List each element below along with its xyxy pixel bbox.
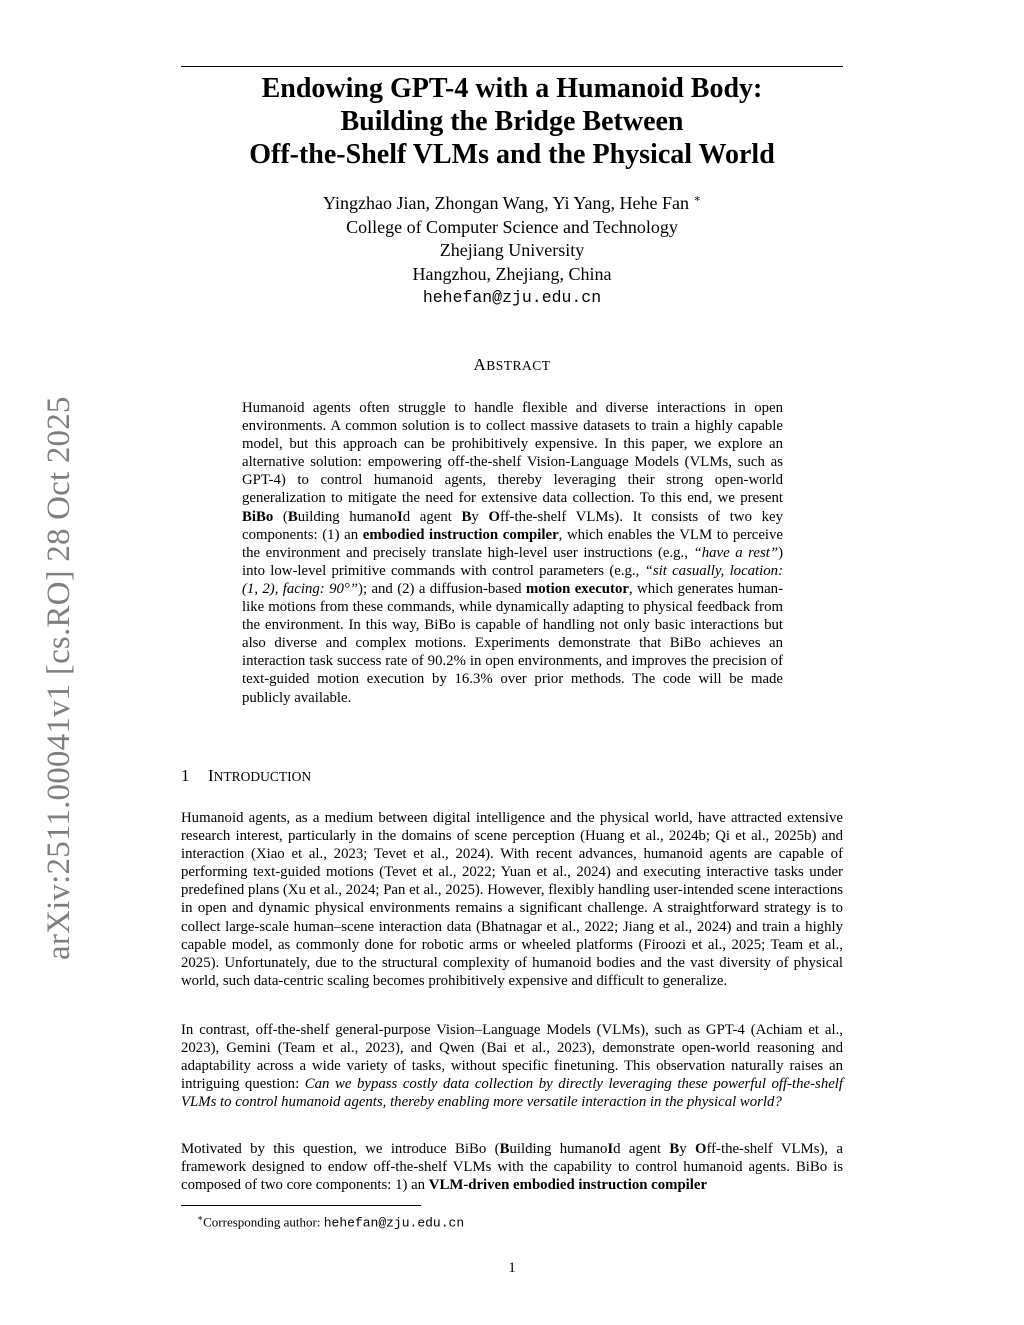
author-names: Yingzhao Jian, Zhongan Wang, Yi Yang, Hehe Fan <box>323 193 690 213</box>
author-mark: ∗ <box>693 193 701 205</box>
footnote-rule <box>181 1205 421 1206</box>
abstract-example-1: “have a rest” <box>693 544 779 561</box>
abstract-heading-rest: BSTRACT <box>486 358 551 373</box>
page-number: 1 <box>508 1260 516 1276</box>
abstract-executor-term: motion executor <box>525 580 629 597</box>
intro-paragraph-2 <box>181 1021 843 1111</box>
section-title-initial: I <box>208 766 214 785</box>
affiliation-college: College of Computer Science and Technology <box>346 216 678 237</box>
author-email: hehefan@zju.edu.cn <box>422 288 602 307</box>
paper-title <box>181 72 843 171</box>
title-line-1: Endowing GPT-4 with a Humanoid Body: <box>261 73 763 104</box>
acronym-o: O <box>488 508 500 525</box>
abstract-bibo: BiBo <box>242 508 274 525</box>
intro-p2-question: Can we bypass costly data collection by directly leveraging these powerful off-the-shelf VLMs to control humanoid agents, thereby enabling more versatile interaction in the physical world? <box>181 1076 844 1111</box>
abstract-text-2: ( <box>273 508 288 525</box>
intro-p3-c: ff-the-shelf VLMs), a framework designed to endow off-the-shelf VLMs with the capability to control humanoid agents. BiBo is composed of two core components: 1) an <box>181 1141 843 1194</box>
abstract-text-7: , which generates human-like motions from these commands, while dynamically adapting to physical feedback from the environment. In this way, BiBo is capable of handling not only basic interactions but also diverse and complex motions. Experiments demonstrate that BiBo achieves an interaction task success rate of 90.2% in open environments, and improves the precision of text-guided motion execution by 16.3% over prior methods. The code will be made publicly available. <box>242 580 783 706</box>
abstract-heading-initial: A <box>473 355 487 374</box>
intro-paragraph-1: Humanoid agents, as a medium between digital intelligence and the physical world, have attracted extensive research interest, particularly in the domains of scene perception (Huang et al., 2024b; Qi et al., 2025b) and interaction (Xiao et al., 2023; Tevet et al., 2024). With recent advances, humanoid agents are capable of performing text-guided motions (Tevet et al., 2022; Yuan et al., 2024) and executing interactive tasks under predefined plans (Xu et al., 2024; Pan et al., 2025). However, flexibly handling user-intended scene interactions in open and dynamic physical environments remains a significant challenge. A straightforward strategy is to collect large-scale human–scene interaction data (Bhatnagar et al., 2022; Jiang et al., 2024) and train a highly capable model, as commonly done for robotic arms or wheeled platforms (Firoozi et al., 2025; Team et al., 2025). Unfortunately, due to the structural complexity of humanoid bodies and the vast diversity of physical world, such data-centric scaling becomes prohibitively expensive and difficult to generalize. <box>181 810 843 989</box>
section-title-rest: NTRODUCTION <box>213 769 312 784</box>
section-heading-introduction <box>181 766 581 786</box>
intro-p3-b5: B <box>669 1141 680 1157</box>
footnote-mark: ∗ <box>197 1213 204 1223</box>
abstract-compiler-term: embodied instruction compiler <box>362 526 559 543</box>
intro-p3-a: Motivated by this question, we introduce BiBo ( <box>181 1141 500 1157</box>
intro-paragraph-3 <box>181 1140 843 1194</box>
arxiv-stamp: arXiv:2511.00041v1 [cs.RO] 28 Oct 2025 <box>41 396 77 960</box>
intro-p3-b4: d agent <box>613 1141 670 1157</box>
acronym-uilding: uilding humano <box>297 508 397 525</box>
intro-p3-b2: uilding humano <box>509 1141 608 1157</box>
abstract-text-4: , which enables the VLM to perceive the environment and precisely translate high-level user instructions (e.g., <box>242 526 784 561</box>
abstract-text-6: ); and (2) a diffusion-based <box>358 580 526 597</box>
intro-p2-text: In contrast, off-the-shelf general-purpose Vision–Language Models (VLMs), such as GPT-4 (Achiam et al., 2023), Gemini (Team et al., 2023), and Qwen (Bai et al., 2023), demonstrate open-world reasoning and adaptability across a wide variety of tasks, without specific finetuning. This observation naturally raises an intriguing question: <box>181 1022 843 1093</box>
footnote <box>197 1210 464 1231</box>
title-line-3: Off-the-Shelf VLMs and the Physical World <box>249 139 775 170</box>
intro-p3-b7: O <box>694 1141 707 1157</box>
abstract-text-5: ) into low-level primitive commands with control parameters (e.g., <box>242 544 783 579</box>
abstract-heading <box>181 355 843 375</box>
title-line-2: Building the Bridge Between <box>340 106 684 137</box>
author-names-line <box>181 188 843 216</box>
affiliation-university: Zhejiang University <box>439 240 585 260</box>
footnote-label: Corresponding author: <box>203 1214 324 1230</box>
intro-p3-b3: I <box>607 1141 614 1157</box>
intro-p3-b1: B <box>499 1141 510 1157</box>
acronym-b: B <box>287 508 298 525</box>
intro-p3-bold-term: VLM-driven embodied instruction compiler <box>428 1177 708 1194</box>
title-rule <box>181 66 843 67</box>
author-block <box>181 188 843 310</box>
abstract-example-2: “sit casually, location: (1, 2), facing: 90°” <box>242 562 783 597</box>
acronym-i: I <box>396 508 403 525</box>
intro-p3-b6: y <box>679 1141 695 1157</box>
abstract-text-3: ff-the-shelf VLMs). It consists of two key components: (1) an <box>242 508 783 543</box>
acronym-d-agent: d agent <box>402 508 462 525</box>
abstract-body <box>242 399 783 707</box>
section-number: 1 <box>181 766 190 785</box>
abstract-text-1: Humanoid agents often struggle to handle flexible and diverse interactions in open environments. A common solution is to collect massive datasets to train a highly capable model, but this approach can be prohibitively expensive. In this paper, we explore an alternative solution: empowering off-the-shelf Vision-Language Models (VLMs, such as GPT-4) to control humanoid agents, thereby leveraging their strong open-world generalization to mitigate the need for extensive data collection. To this end, we present <box>242 400 783 507</box>
affiliation-location: Hangzhou, Zhejiang, China <box>412 263 612 284</box>
footnote-email: hehefan@zju.edu.cn <box>323 1215 465 1231</box>
acronym-by-b: B <box>461 508 472 525</box>
acronym-y: y <box>471 508 489 525</box>
